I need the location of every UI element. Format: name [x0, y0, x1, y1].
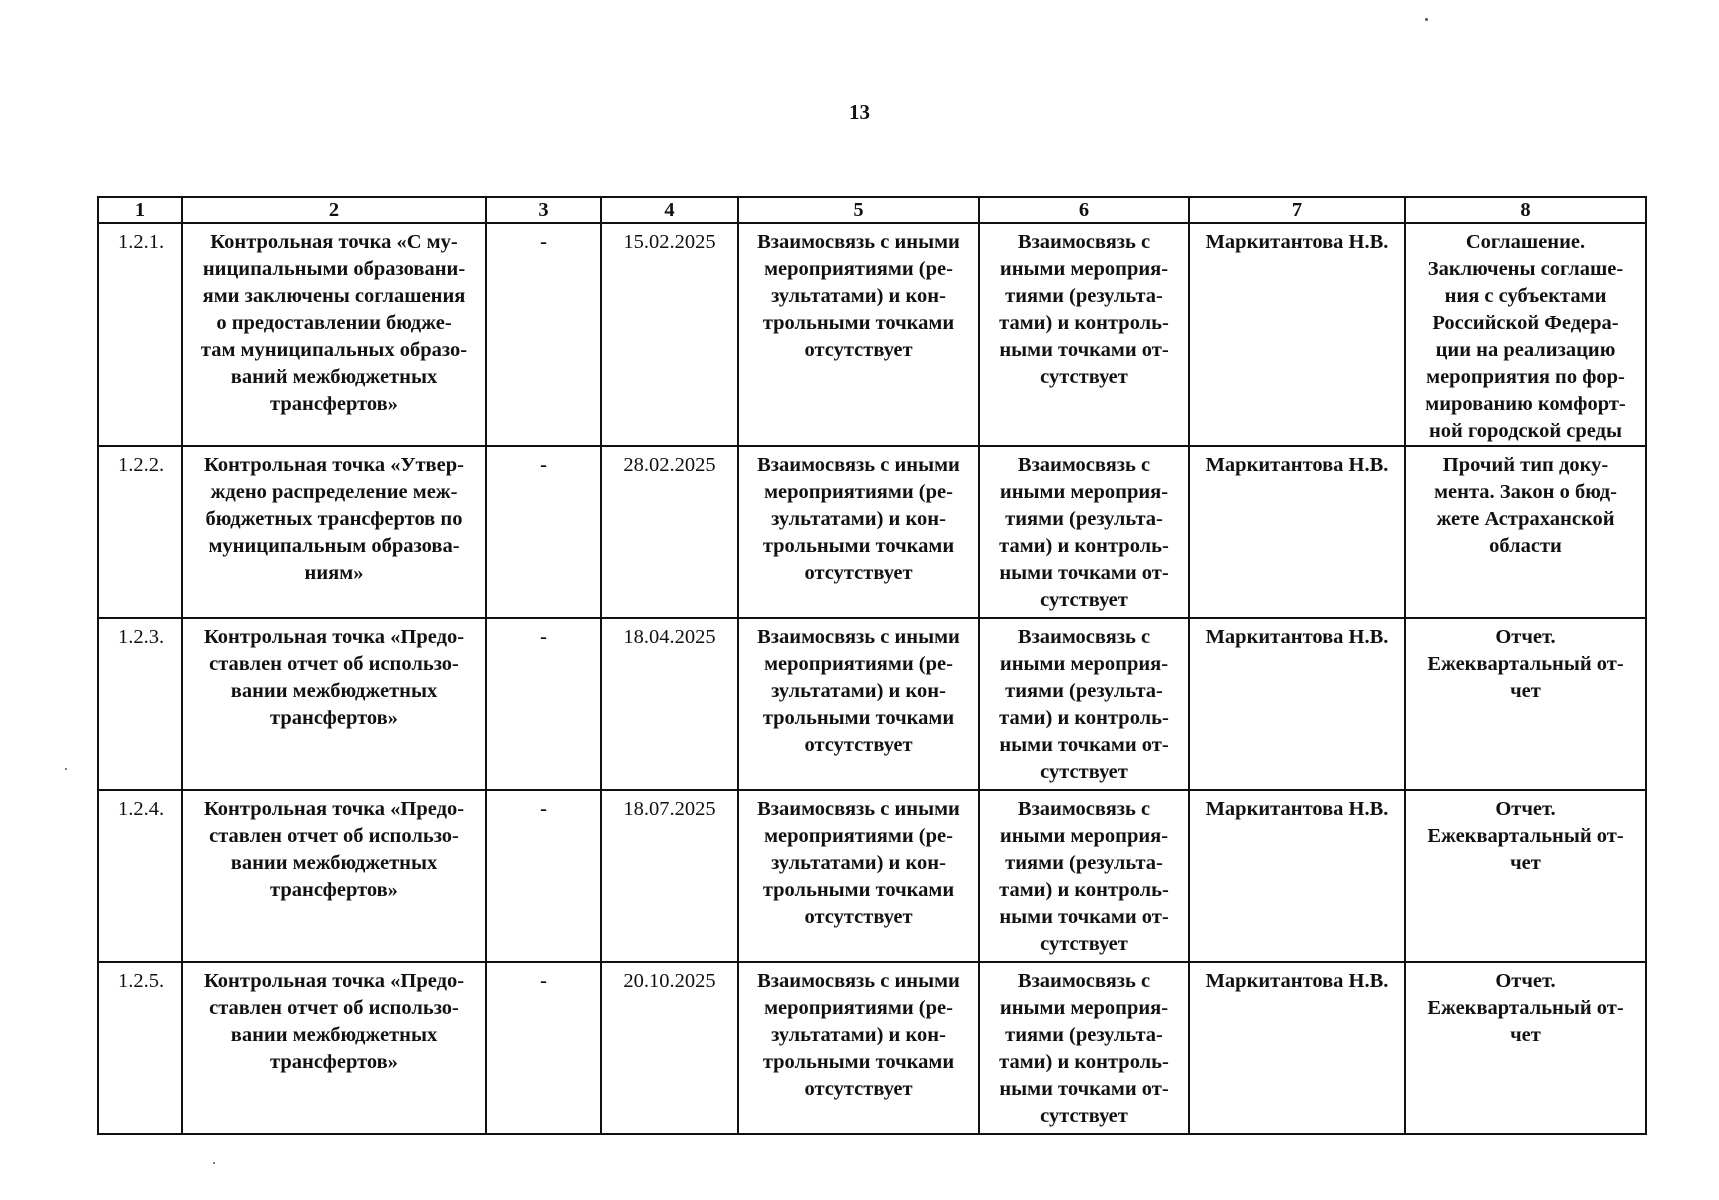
column-number-header: 3: [486, 197, 601, 223]
item-number: 1.2.5.: [98, 962, 182, 1134]
relation-control-points-line: тами) и контроль-: [999, 1051, 1169, 1073]
relation-control-points: [979, 790, 1189, 962]
control-point-name-line: там муниципальных образо-: [200, 339, 468, 361]
relation-events-line: зультатами) и кон-: [771, 508, 946, 530]
scan-speck: [1425, 18, 1428, 21]
relation-control-points-line: иными мероприя-: [999, 825, 1169, 847]
relation-control-points-line: сутствует: [1040, 589, 1128, 611]
relation-events-line: мероприятиями (ре-: [764, 653, 953, 675]
relation-control-points-line: тиями (результа-: [1005, 852, 1163, 874]
control-point-name-line: вании межбюджетных: [230, 680, 438, 702]
relation-control-points-line: Взаимосвязь с: [1017, 798, 1151, 820]
relation-control-points: [979, 446, 1189, 618]
control-point-name-line: Контрольная точка «Предо-: [203, 970, 465, 992]
column-number-header: 5: [738, 197, 979, 223]
control-point-name-line: Контрольная точка «Утвер-: [204, 454, 464, 476]
control-point-name-line: ниям»: [304, 562, 364, 584]
relation-control-points-line: ными точками от-: [999, 339, 1169, 361]
control-point-name: [182, 223, 486, 446]
column-number-header-row: [98, 197, 1646, 223]
document-type-line: Ежеквартальный от-: [1427, 997, 1624, 1019]
col3-value: -: [486, 446, 601, 618]
document-type-line: чет: [1510, 680, 1541, 702]
relation-control-points-line: Взаимосвязь с: [1017, 626, 1151, 648]
document-type-line: Заключены соглаше-: [1427, 258, 1624, 280]
control-point-name-line: трансфертов»: [270, 393, 398, 415]
relation-events-line: мероприятиями (ре-: [764, 825, 953, 847]
relation-events-line: отсутствует: [804, 562, 913, 584]
responsible-person: Маркитантова Н.В.: [1189, 446, 1405, 618]
table-row: [98, 790, 1646, 962]
document-type-line: Отчет.: [1495, 970, 1556, 992]
due-date: 15.02.2025: [601, 223, 738, 446]
relation-events-line: зультатами) и кон-: [771, 1024, 946, 1046]
document-type: [1405, 223, 1646, 446]
document-type-line: чет: [1510, 852, 1541, 874]
relation-events-line: Взаимосвязь с иными: [757, 454, 960, 476]
relation-control-points-line: иными мероприя-: [999, 258, 1169, 280]
relation-control-points-line: ными точками от-: [999, 906, 1169, 928]
col3-value: -: [486, 962, 601, 1134]
col3-value: -: [486, 790, 601, 962]
control-points-table: [97, 196, 1647, 1135]
relation-events-line: отсутствует: [804, 1078, 913, 1100]
relation-events-line: Взаимосвязь с иными: [757, 231, 960, 253]
control-point-name: [182, 618, 486, 790]
relation-control-points-line: тами) и контроль-: [999, 312, 1169, 334]
relation-control-points-line: тиями (результа-: [1005, 1024, 1163, 1046]
relation-control-points-line: тами) и контроль-: [999, 879, 1169, 901]
control-point-name-line: трансфертов»: [270, 1051, 398, 1073]
table-row: [98, 962, 1646, 1134]
relation-control-points-line: Взаимосвязь с: [1017, 231, 1151, 253]
control-point-name-line: Контрольная точка «Предо-: [203, 798, 465, 820]
relation-control-points-line: сутствует: [1040, 933, 1128, 955]
relation-control-points-line: Взаимосвязь с: [1017, 454, 1151, 476]
document-type-line: ния с субъектами: [1444, 285, 1607, 307]
control-point-name-line: вании межбюджетных: [230, 1024, 438, 1046]
due-date: 18.07.2025: [601, 790, 738, 962]
due-date: 28.02.2025: [601, 446, 738, 618]
control-point-name-line: Контрольная точка «Предо-: [203, 626, 465, 648]
relation-control-points: [979, 223, 1189, 446]
control-point-name-line: бюджетных трансфертов по: [205, 508, 463, 530]
table-row: [98, 618, 1646, 790]
column-number-header: 4: [601, 197, 738, 223]
control-point-name-line: вании межбюджетных: [230, 852, 438, 874]
column-number-header: 2: [182, 197, 486, 223]
document-type-line: жете Астраханской: [1436, 508, 1615, 530]
relation-control-points-line: тиями (результа-: [1005, 508, 1163, 530]
document-type: [1405, 790, 1646, 962]
control-point-name-line: ставлен отчет об использо-: [209, 653, 459, 675]
control-point-name-line: трансфертов»: [270, 707, 398, 729]
relation-events: [738, 223, 979, 446]
document-type: [1405, 618, 1646, 790]
document-type-line: области: [1489, 535, 1562, 557]
scan-speck: [65, 768, 67, 770]
item-number: 1.2.3.: [98, 618, 182, 790]
relation-control-points-line: сутствует: [1040, 1105, 1128, 1127]
control-point-name-line: трансфертов»: [270, 879, 398, 901]
relation-events: [738, 618, 979, 790]
relation-control-points-line: тиями (результа-: [1005, 285, 1163, 307]
relation-control-points-line: иными мероприя-: [999, 653, 1169, 675]
control-point-name-line: ждено распределение меж-: [210, 481, 458, 503]
relation-control-points: [979, 618, 1189, 790]
document-type-line: Соглашение.: [1465, 231, 1586, 253]
control-point-name-line: ями заключены соглашения: [202, 285, 466, 307]
control-point-name-line: ваний межбюджетных: [230, 366, 438, 388]
document-type: [1405, 446, 1646, 618]
responsible-person: Маркитантова Н.В.: [1189, 790, 1405, 962]
control-point-name-line: ставлен отчет об использо-: [209, 825, 459, 847]
responsible-person: Маркитантова Н.В.: [1189, 223, 1405, 446]
column-number-header: 8: [1405, 197, 1646, 223]
relation-events: [738, 446, 979, 618]
relation-events-line: трольными точками: [762, 1051, 955, 1073]
document-type-line: Отчет.: [1495, 798, 1556, 820]
relation-control-points-line: тами) и контроль-: [999, 535, 1169, 557]
control-point-name-line: муниципальным образова-: [208, 535, 460, 557]
document-type-line: ной городской среды: [1428, 420, 1622, 442]
document-type-line: Ежеквартальный от-: [1427, 825, 1624, 847]
document-type-line: Российской Федера-: [1432, 312, 1619, 334]
item-number: 1.2.4.: [98, 790, 182, 962]
relation-events-line: Взаимосвязь с иными: [757, 798, 960, 820]
relation-control-points: [979, 962, 1189, 1134]
relation-control-points-line: тами) и контроль-: [999, 707, 1169, 729]
relation-events-line: трольными точками: [762, 535, 955, 557]
control-point-name-line: о предоставлении бюдже-: [216, 312, 452, 334]
column-number-header: 6: [979, 197, 1189, 223]
relation-events-line: Взаимосвязь с иными: [757, 626, 960, 648]
relation-events-line: мероприятиями (ре-: [764, 481, 953, 503]
relation-control-points-line: сутствует: [1040, 366, 1128, 388]
control-point-name-line: Контрольная точка «С му-: [210, 231, 458, 253]
relation-events-line: зультатами) и кон-: [771, 852, 946, 874]
item-number: 1.2.2.: [98, 446, 182, 618]
table-row: [98, 446, 1646, 618]
document-type-line: чет: [1510, 1024, 1541, 1046]
relation-events-line: трольными точками: [762, 879, 955, 901]
relation-events-line: мероприятиями (ре-: [764, 997, 953, 1019]
relation-events-line: зультатами) и кон-: [771, 285, 946, 307]
col3-value: -: [486, 223, 601, 446]
relation-events-line: трольными точками: [762, 707, 955, 729]
relation-events-line: Взаимосвязь с иными: [757, 970, 960, 992]
control-point-name: [182, 790, 486, 962]
column-number-header: 1: [98, 197, 182, 223]
relation-control-points-line: Взаимосвязь с: [1017, 970, 1151, 992]
responsible-person: Маркитантова Н.В.: [1189, 962, 1405, 1134]
responsible-person: Маркитантова Н.В.: [1189, 618, 1405, 790]
relation-control-points-line: иными мероприя-: [999, 481, 1169, 503]
due-date: 20.10.2025: [601, 962, 738, 1134]
document-type-line: мента. Закон о бюд-: [1434, 481, 1617, 503]
document-type-line: мированию комфорт-: [1425, 393, 1626, 415]
page-number: 13: [849, 100, 870, 124]
relation-events-line: отсутствует: [804, 906, 913, 928]
relation-control-points-line: сутствует: [1040, 761, 1128, 783]
document-type-line: мероприятия по фор-: [1426, 366, 1625, 388]
document-type: [1405, 962, 1646, 1134]
due-date: 18.04.2025: [601, 618, 738, 790]
table-row: [98, 223, 1646, 446]
relation-control-points-line: ными точками от-: [999, 562, 1169, 584]
document-type-line: ции на реализацию: [1435, 339, 1616, 361]
document-type-line: Ежеквартальный от-: [1427, 653, 1624, 675]
relation-events-line: зультатами) и кон-: [771, 680, 946, 702]
relation-events-line: отсутствует: [804, 734, 913, 756]
relation-control-points-line: ными точками от-: [999, 1078, 1169, 1100]
control-point-name: [182, 962, 486, 1134]
item-number: 1.2.1.: [98, 223, 182, 446]
column-number-header: 7: [1189, 197, 1405, 223]
control-point-name-line: ставлен отчет об использо-: [209, 997, 459, 1019]
control-point-name-line: ниципальными образовани-: [202, 258, 466, 280]
relation-events-line: отсутствует: [804, 339, 913, 361]
relation-control-points-line: тиями (результа-: [1005, 680, 1163, 702]
relation-events: [738, 790, 979, 962]
relation-events-line: мероприятиями (ре-: [764, 258, 953, 280]
scan-speck: [213, 1162, 215, 1164]
document-type-line: Прочий тип доку-: [1442, 454, 1609, 476]
control-point-name: [182, 446, 486, 618]
document-type-line: Отчет.: [1495, 626, 1556, 648]
relation-control-points-line: ными точками от-: [999, 734, 1169, 756]
relation-control-points-line: иными мероприя-: [999, 997, 1169, 1019]
relation-events-line: трольными точками: [762, 312, 955, 334]
col3-value: -: [486, 618, 601, 790]
relation-events: [738, 962, 979, 1134]
